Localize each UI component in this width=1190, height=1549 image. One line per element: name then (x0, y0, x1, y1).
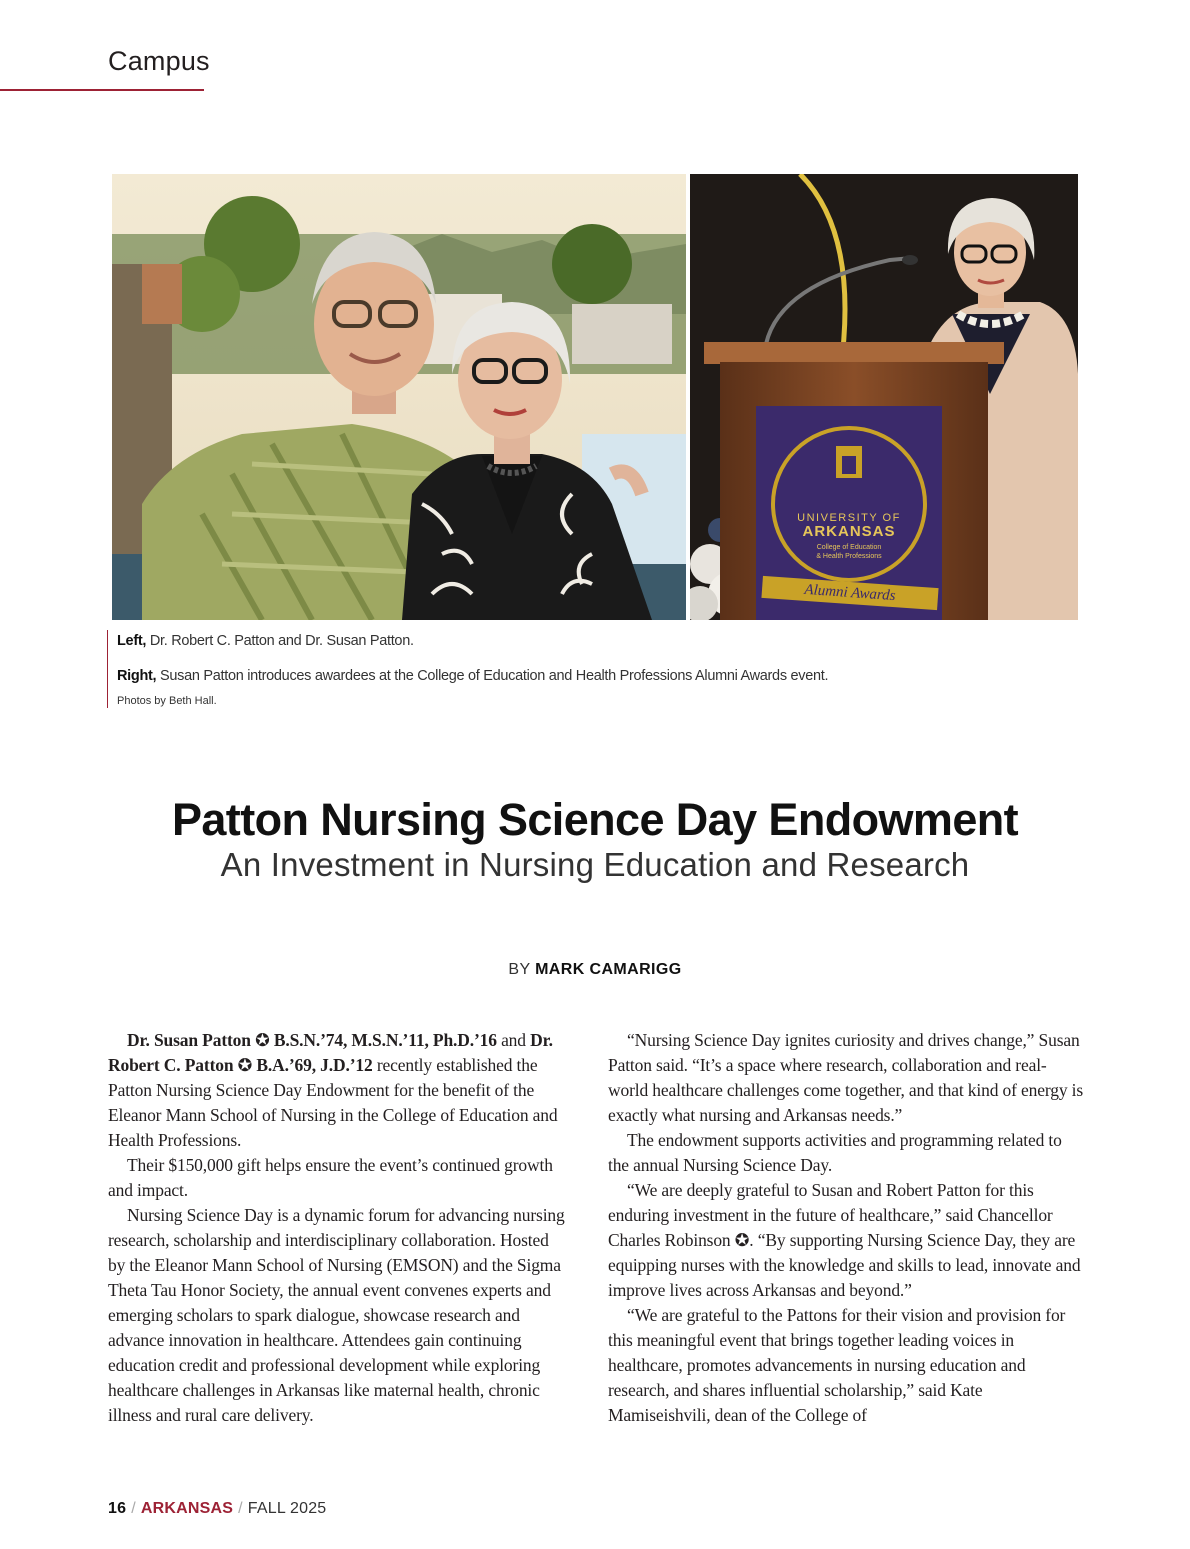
article-column-right (608, 1028, 1084, 1428)
donor-degrees-robert: B.A.’69, J.D.’12 (252, 1055, 373, 1075)
article-subhead: An Investment in Nursing Education and Research (220, 846, 970, 883)
photo-credit: Photos by Beth Hall. (117, 695, 217, 707)
caption-right-text: Susan Patton introduces awardees at the College of Education and Health Professions Alumni Awards event. (156, 668, 829, 684)
footer-separator: / (131, 1500, 136, 1517)
issue-label: FALL 2025 (247, 1500, 327, 1517)
paragraph-6-a: “We are deeply grateful to Susan and Robert Patton for this enduring investment in the future of healthcare,” said Chancellor Charles Robinson (608, 1180, 1053, 1250)
podium-college-line1: College of Education (816, 544, 882, 551)
paragraph-6-b: . “By supporting Nursing Science Day, they are equipping nurses with the knowledge and skills to lead, innovate and improve lives across Arkansas and beyond.” (608, 1230, 1081, 1300)
magazine-name: ARKANSAS (140, 1500, 234, 1517)
paragraph-6 (608, 1178, 1084, 1303)
podium-university-line1: UNIVERSITY OF (797, 512, 901, 524)
caption-right (117, 665, 1017, 687)
paragraph-2: Their $150,000 gift helps ensure the event’s continued growth and impact. (108, 1155, 553, 1200)
byline-author: MARK CAMARIGG (535, 961, 682, 978)
podium-university-line2: ARKANSAS (802, 523, 896, 540)
section-label: Campus (108, 46, 210, 76)
donor-name-robert: Dr. Robert C. Patton (108, 1030, 553, 1075)
paragraph-1-rest: recently established the Patton Nursing Science Day Endowment for the benefit of the Eleanor Mann School of Nursing in the College of Education and Health Professions. (108, 1055, 558, 1150)
podium-college-line2: & Health Professions (816, 553, 882, 560)
photo-caption (107, 630, 1017, 708)
paragraph-5: The endowment supports activities and programming related to the annual Nursing Science Day. (608, 1130, 1062, 1175)
article-column-left (108, 1028, 570, 1428)
caption-left (117, 630, 1017, 652)
podium-banner: Alumni Awards (761, 576, 938, 610)
donor-degrees-susan: B.S.N.’74, M.S.N.’11, Ph.D.’16 (269, 1030, 497, 1050)
paragraph-1-and: and (496, 1030, 531, 1050)
photo-pattons (112, 174, 686, 620)
byline (0, 961, 1190, 979)
section-divider (0, 89, 204, 91)
paragraph-1 (108, 1028, 570, 1153)
paragraph-4: “Nursing Science Day ignites curiosity and drives change,” Susan Patton said. “It’s a space where research, collaboration and real-world healthcare challenges come together, and that kind of energy is exactly what nursing and Arkansas needs.” (608, 1030, 1084, 1125)
paragraph-3: Nursing Science Day is a dynamic forum for advancing nursing research, scholarship and interdisciplinary collaboration. Hosted by the Eleanor Mann School of Nursing (EMSON) and the Sigma Theta Tau Honor Society, the annual event convenes experts and emerging scholars to spark dialogue, showcase research and advance innovation in healthcare. Attendees gain continuing education credit and professional development while exploring healthcare challenges in Arkansas like maternal health, chronic illness and rural care delivery. (108, 1205, 565, 1425)
donor-name-susan: Dr. Susan Patton (127, 1030, 256, 1050)
alumni-star-icon: ✪ (237, 1055, 253, 1075)
paragraph-7: “We are grateful to the Pattons for their vision and provision for this meaningful event that brings together leading voices in healthcare, promotes advancements in nursing education and research, and shares influential scholarship,” said Kate Mamiseishvili, dean of the College of (608, 1305, 1066, 1425)
alumni-star-icon: ✪ (255, 1030, 270, 1050)
page-footer (108, 1500, 326, 1518)
photo-podium (690, 174, 1078, 620)
photo-couple-icon (112, 174, 686, 620)
article-headline: Patton Nursing Science Day Endowment (171, 794, 1019, 845)
page-number: 16 (108, 1500, 127, 1517)
byline-prefix: BY (508, 961, 536, 978)
caption-left-lead: Left, (117, 633, 147, 649)
footer-separator: / (238, 1500, 243, 1517)
caption-left-text: Dr. Robert C. Patton and Dr. Susan Patton. (146, 633, 414, 649)
alumni-star-icon: ✪ (734, 1230, 750, 1250)
caption-right-lead: Right, (117, 668, 157, 684)
